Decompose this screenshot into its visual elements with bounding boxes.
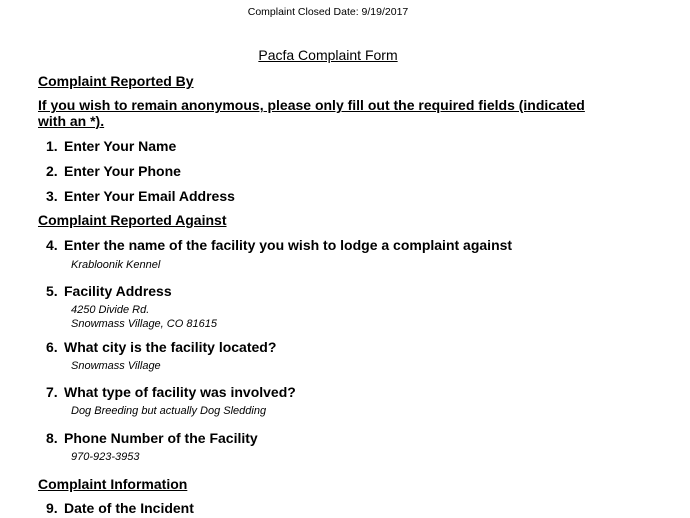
question-1	[46, 138, 176, 154]
answer-5-line-2: Snowmass Village, CO 81615	[71, 318, 217, 330]
answer-7: Dog Breeding but actually Dog Sledding	[71, 405, 267, 417]
anonymous-note-line-2: with an *).	[38, 113, 105, 129]
question-label: Date of the Incident	[64, 500, 194, 516]
question-number: 4.	[46, 237, 58, 253]
question-6	[46, 339, 276, 355]
answer-4: Krabloonik Kennel	[71, 259, 161, 271]
question-number: 9.	[46, 500, 58, 516]
question-label: Enter Your Name	[64, 138, 177, 154]
question-5	[46, 283, 172, 299]
question-8	[46, 430, 258, 446]
question-label: Facility Address	[64, 283, 172, 299]
question-label: Enter Your Email Address	[64, 188, 235, 204]
question-number: 8.	[46, 430, 58, 446]
answer-6: Snowmass Village	[71, 360, 161, 372]
section-heading-reported-by: Complaint Reported By	[38, 73, 194, 89]
question-3	[46, 188, 235, 204]
anonymous-note-line-1: If you wish to remain anonymous, please only fill out the required fields (indicated	[38, 97, 585, 113]
question-label: What type of facility was involved?	[64, 384, 296, 400]
question-number: 3.	[46, 188, 58, 204]
section-heading-reported-against: Complaint Reported Against	[38, 212, 227, 228]
anonymous-note	[38, 97, 638, 129]
question-label: What city is the facility located?	[64, 339, 277, 355]
answer-5	[71, 303, 217, 331]
question-4	[46, 237, 512, 253]
question-label: Enter the name of the facility you wish to lodge a complaint against	[64, 237, 513, 253]
question-2	[46, 163, 181, 179]
answer-5-line-1: 4250 Divide Rd.	[71, 304, 150, 316]
question-number: 2.	[46, 163, 58, 179]
answer-8: 970-923-3953	[71, 451, 140, 463]
closed-date-header: Complaint Closed Date: 9/19/2017	[247, 6, 409, 18]
form-title: Pacfa Complaint Form	[258, 47, 398, 63]
section-heading-complaint-info: Complaint Information	[38, 476, 188, 492]
question-7	[46, 384, 296, 400]
question-number: 6.	[46, 339, 58, 355]
question-label: Phone Number of the Facility	[64, 430, 258, 446]
question-9	[46, 500, 194, 516]
question-number: 7.	[46, 384, 58, 400]
question-number: 5.	[46, 283, 58, 299]
question-label: Enter Your Phone	[64, 163, 181, 179]
question-number: 1.	[46, 138, 58, 154]
